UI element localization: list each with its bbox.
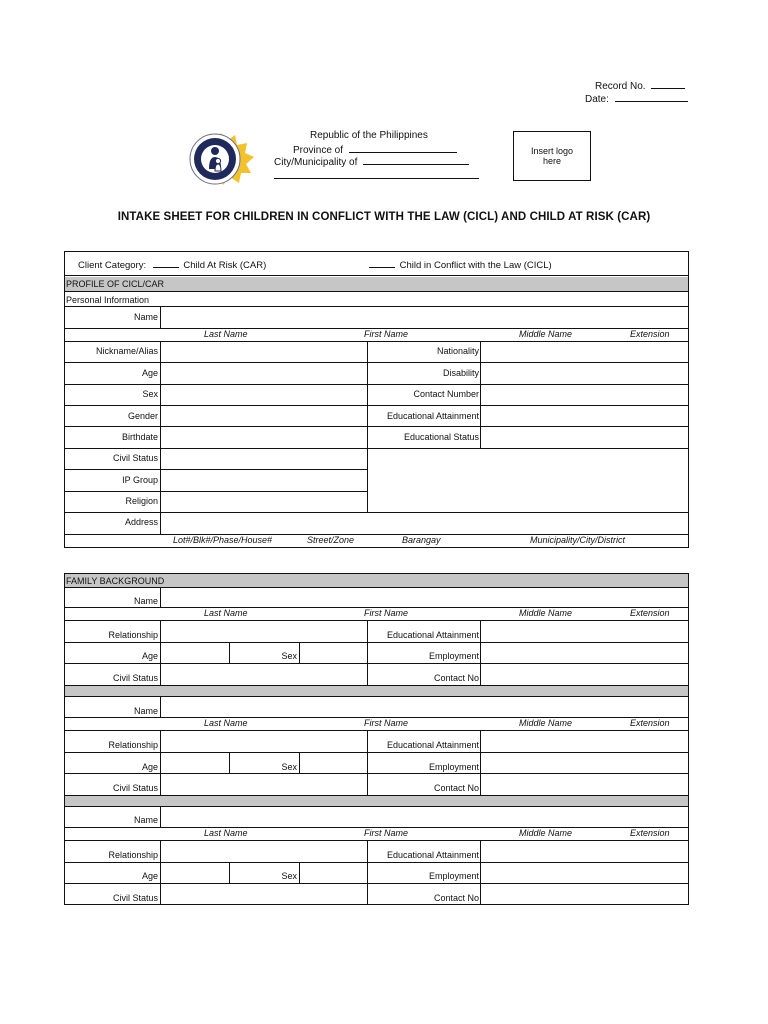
disability-label: Disability [442,368,479,378]
family-extension-caption: Extension [630,718,670,728]
family-middle-name-caption: Middle Name [519,718,573,728]
nationality-label: Nationality [436,346,479,356]
educational-attainment-label: Educational Attainment [386,411,479,421]
family-last-name-caption: Last Name [204,828,248,838]
family-sex-label: Sex [281,651,297,661]
family-age-label: Age [141,762,158,772]
profile-name-label: Name [133,312,158,322]
family-first-name-caption: First Name [364,828,409,838]
family-separator-2 [65,796,688,806]
city-field[interactable] [363,155,469,165]
family-first-name-caption: First Name [364,718,409,728]
address-municipality-caption: Municipality/City/District [530,535,626,545]
family-civil-status-label: Civil Status [112,673,158,683]
logo-placeholder[interactable] [513,131,591,181]
profile-section-title: PROFILE OF CICL/CAR [66,279,165,289]
profile-extension-caption: Extension [630,329,670,339]
nickname-label: Nickname/Alias [95,346,158,356]
contact-no-label: Contact No [433,893,479,903]
relationship-label: Relationship [108,850,158,860]
personal-info-subsection: Personal Information [66,295,150,305]
logo-placeholder-line1: Insert logo [530,146,574,156]
family-last-name-caption: Last Name [204,608,248,618]
cicl-option-row [369,258,552,271]
family-sex-label: Sex [281,762,297,772]
civil-status-label: Civil Status [112,453,158,463]
family-middle-name-caption: Middle Name [519,828,573,838]
republic-text: Republic of the Philippines [310,130,428,141]
header-extra-line [274,178,479,179]
family-civil-status-label: Civil Status [112,783,158,793]
family-civil-status-label: Civil Status [112,893,158,903]
profile-middle-name-caption: Middle Name [519,329,573,339]
ip-group-label: IP Group [122,475,158,485]
employment-label: Employment [428,651,479,661]
family-name-label: Name [133,596,158,606]
cicl-option-label: Child in Conflict with the Law (CICL) [399,260,552,271]
contact-no-label: Contact No [433,673,479,683]
contact-no-label: Contact No [433,783,479,793]
family-sex-label: Sex [281,871,297,881]
employment-label: Employment [428,762,479,772]
date-row [585,92,688,105]
relationship-label: Relationship [108,740,158,750]
family-name-label: Name [133,815,158,825]
car-check-field[interactable] [153,258,179,268]
address-barangay-caption: Barangay [402,535,441,545]
family-edu-label: Educational Attainment [386,850,479,860]
address-house-caption: Lot#/Blk#/Phase/House# [173,535,273,545]
page-title: INTAKE SHEET FOR CHILDREN IN CONFLICT WITH THE LAW (CICL) AND CHILD AT RISK (CAR) [117,211,651,223]
family-separator-1 [65,686,688,696]
record-no-row [595,79,685,92]
cicl-check-field[interactable] [369,258,395,268]
family-extension-caption: Extension [630,608,670,618]
profile-first-name-caption: First Name [364,329,409,339]
family-age-label: Age [141,871,158,881]
city-row [274,155,469,168]
religion-label: Religion [125,496,158,506]
family-extension-caption: Extension [630,828,670,838]
family-name-label: Name [133,706,158,716]
client-category-row [78,258,266,271]
record-no-field[interactable] [651,79,685,89]
profile-name-input[interactable] [161,307,688,327]
profile-last-name-caption: Last Name [204,329,248,339]
relationship-label: Relationship [108,630,158,640]
record-no-label: Record No. [595,81,646,92]
family-middle-name-caption: Middle Name [519,608,573,618]
family-edu-label: Educational Attainment [386,740,479,750]
address-street-caption: Street/Zone [307,535,355,545]
province-label: Province of [293,145,344,156]
birthdate-label: Birthdate [121,432,158,442]
city-label: City/Municipality of [274,157,358,168]
contact-number-label: Contact Number [413,389,479,399]
logo-placeholder-line2: here [542,156,561,166]
family-section-title: FAMILY BACKGROUND [66,576,165,586]
date-field[interactable] [615,92,688,102]
employment-label: Employment [428,871,479,881]
family-first-name-caption: First Name [364,608,409,618]
date-label: Date: [585,94,609,105]
educational-status-label: Educational Status [403,432,479,442]
client-category-label: Client Category: [78,260,147,271]
family-last-name-caption: Last Name [204,718,248,728]
sex-label: Sex [142,389,158,399]
car-option-label: Child At Risk (CAR) [183,260,267,271]
age-label: Age [141,368,158,378]
gender-label: Gender [127,411,158,421]
address-label: Address [124,517,158,527]
family-edu-label: Educational Attainment [386,630,479,640]
address-input[interactable] [161,513,688,533]
seal-logo [185,131,255,187]
family-age-label: Age [141,651,158,661]
province-field[interactable] [349,143,457,153]
